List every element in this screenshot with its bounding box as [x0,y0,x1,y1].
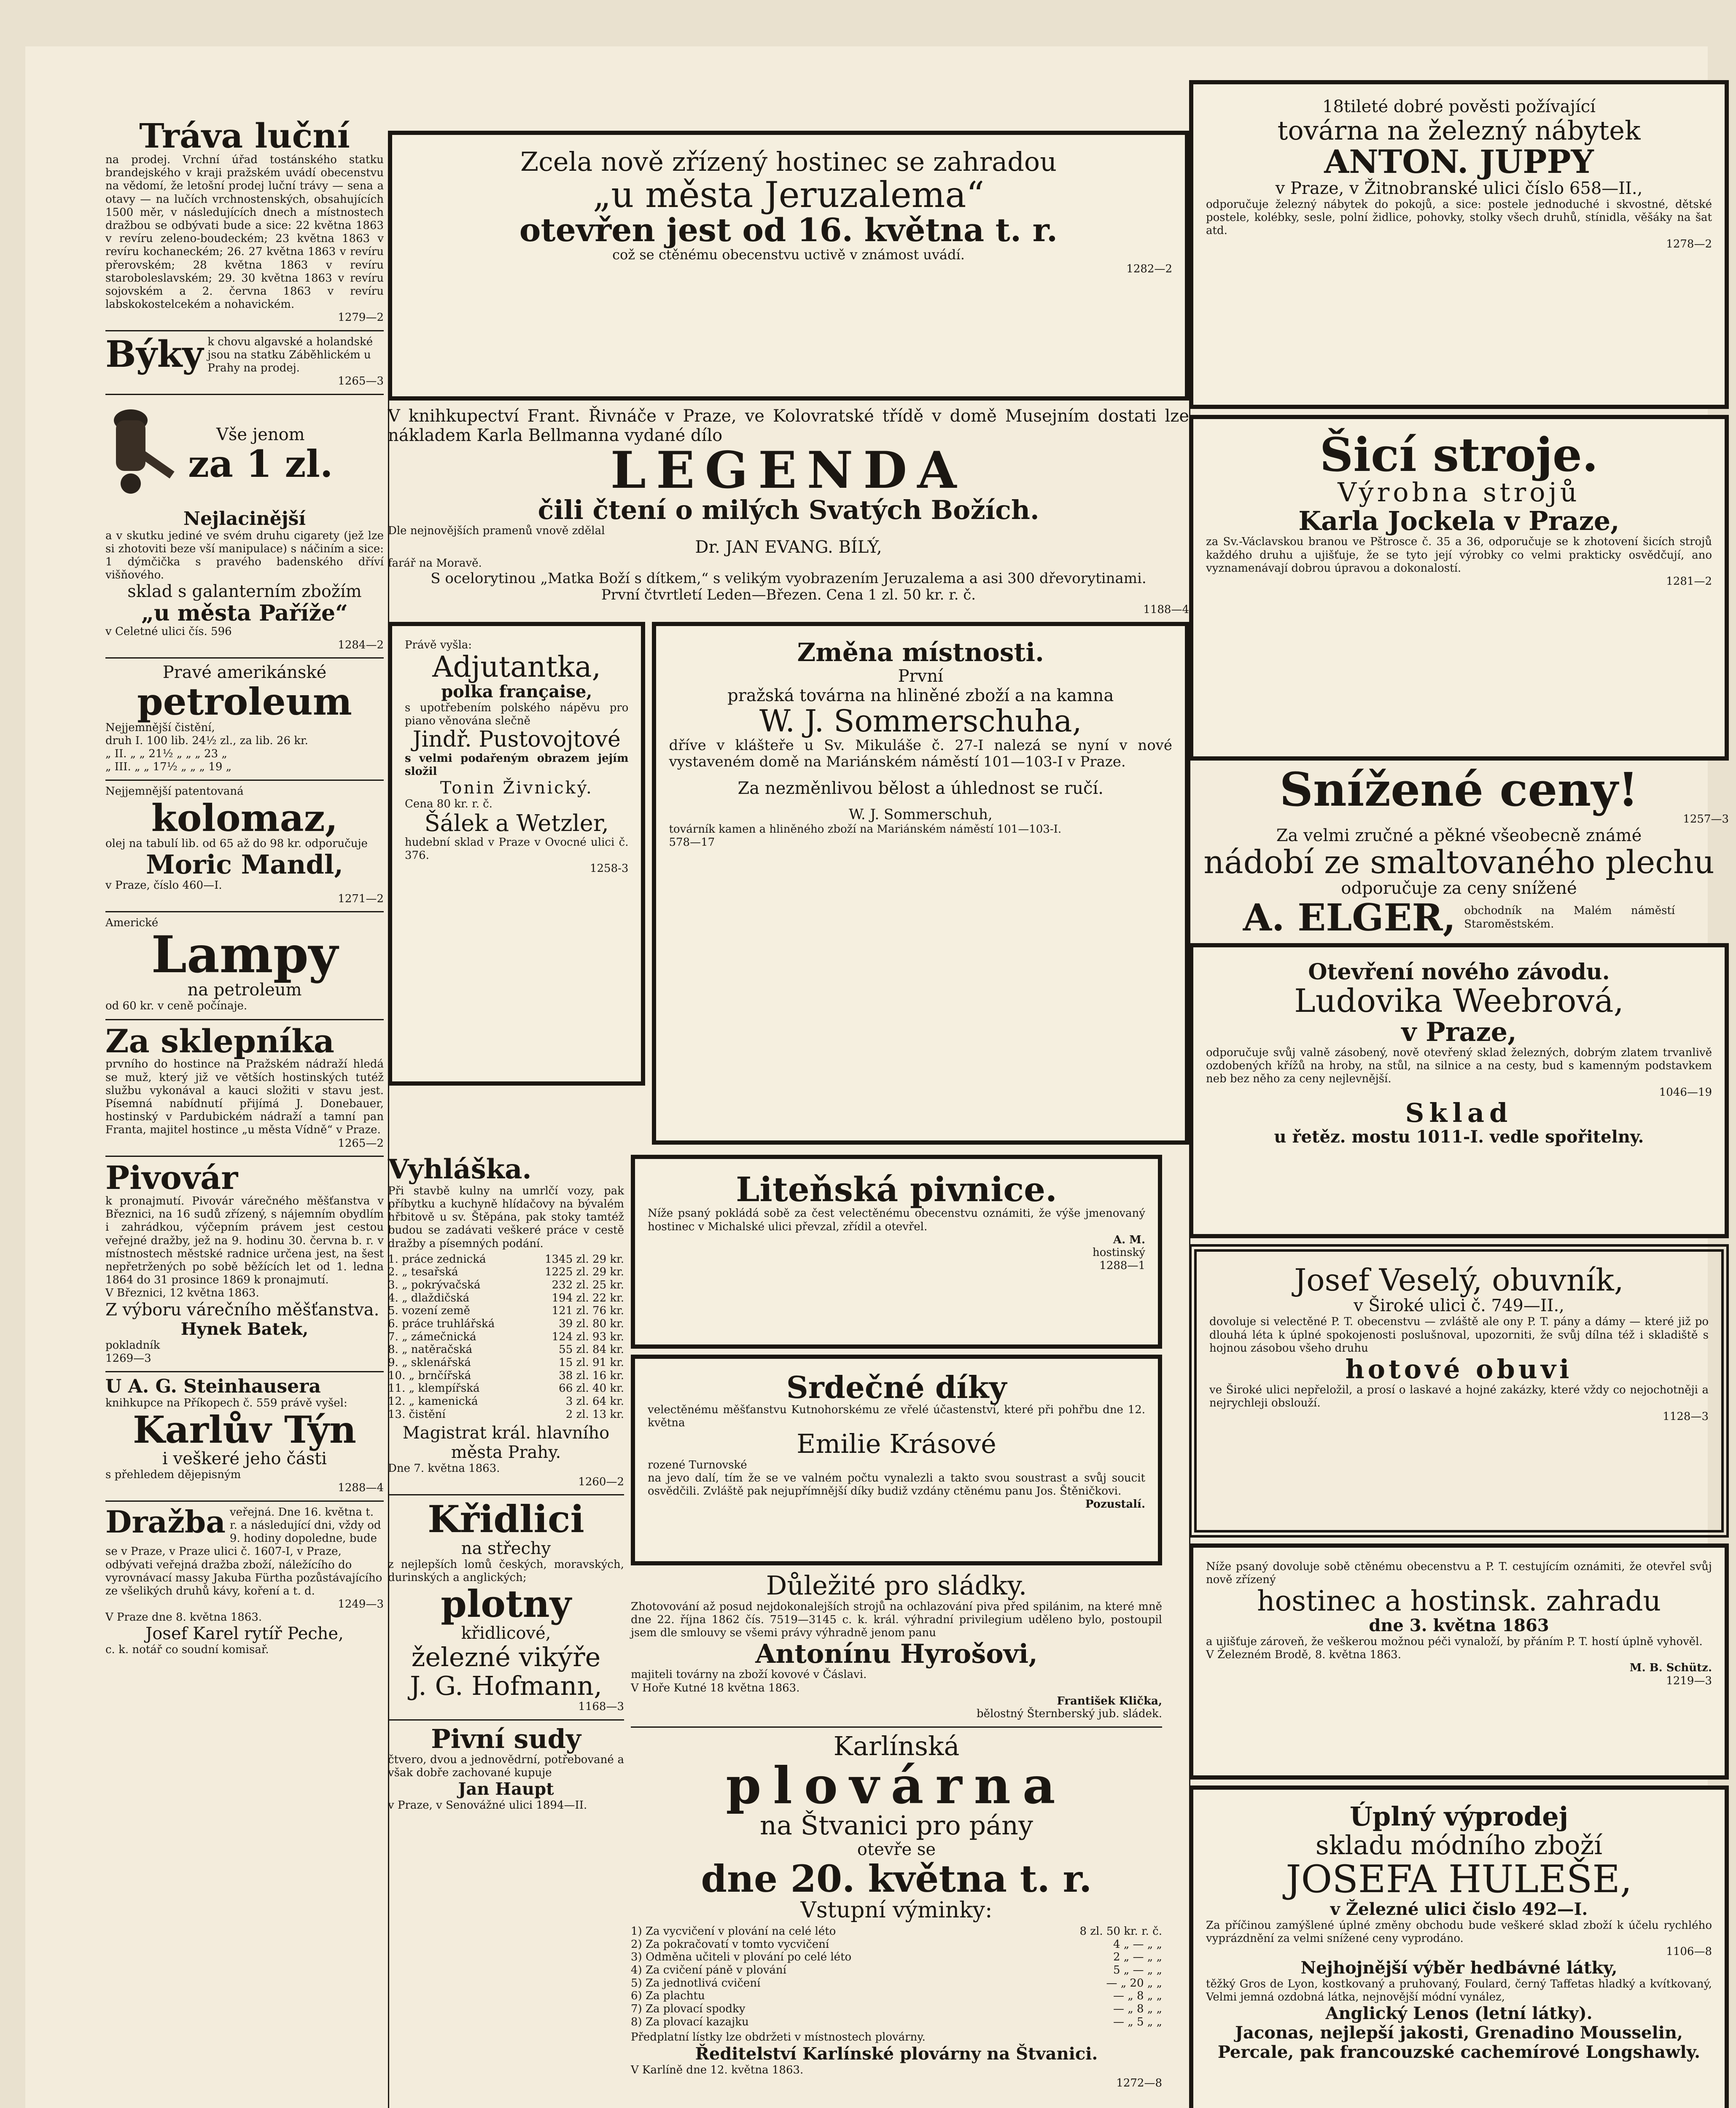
ad-name: JOSEFA HULEŠE, [1286,1857,1632,1902]
ad-title2: plotny [441,1582,571,1626]
ad-text: ve Široké ulici nepřeložil, a prosí o laskavé a hojné zakázky, které vždy co nejochotněji a nejrychleji obslouží. [1209,1384,1709,1410]
ad-sub: Nejjemnější čistění, [105,721,215,734]
ad-body: Zhotovování až posud nejdokonalejších strojů na ochlazování piva před spilánim, na které mně dne 22. října 1862 čís. 7519—3145 c. k. král. výhradní privilegium uděleno bylo, postoupil jsem dle smlouvy se všemi právy výhradně jenom panu [631,1600,1162,1639]
ad-pivovar [105,1161,384,1365]
ad-addr: v Široké ulici č. 749—II., [1354,1296,1564,1316]
row-value: — „ 8 „ „ [1113,2003,1162,2016]
ad-ref: 1278—2 [1666,237,1712,250]
ad-merchant [1189,895,1729,940]
price-list-row [388,1382,624,1395]
ad-role: c. k. notář co soudní komisař. [105,1643,269,1656]
ad-ref: 1282—2 [1126,262,1172,275]
price-list-row [388,1266,624,1279]
ad-note: s přehledem dějepisným [105,1468,241,1481]
ad-text: majiteli továrny na zboží kovové v Čáslavi. [631,1668,867,1681]
ad-ref: 1257—3 [1683,813,1729,825]
ad-sub: čili čtení o milých Svatých Božích. [538,495,1039,525]
ad-legenda [388,406,1189,616]
ad-place: V Praze dne 8. května 1863. [105,1611,262,1624]
ad-place: V Hoře Kutné 18 května 1863. [631,1681,800,1694]
ad-title: Pivovár [105,1159,238,1197]
ad-name: Karla Jockela v Praze, [1298,505,1620,537]
ad-jockel [1189,415,1729,761]
divider [105,780,384,781]
row-label: 3) Odměna učiteli v plování po celé léto [631,1951,852,1964]
ad-sub: na Štvanici pro pány [760,1810,1033,1841]
ad-ref: 1046—19 [1659,1086,1712,1099]
price-list-row [388,1369,624,1382]
ad-name: Moric Mandl, [146,849,343,880]
ad-sign: František Klička, [1057,1694,1162,1707]
row-value: 124 zl. 93 kr. [552,1330,624,1343]
ad-sklepnika [105,1024,384,1150]
row-label: 1) Za vycvičení v plování na celé léto [631,1925,836,1938]
ad-body: prvního do hostince na Pražském nádraží hledá se muž, který již ve větších hostinských tutéž službu vykonával a kauci složiti v stavu jest. Písemná nabídnutí přijímá J. Donebauer, hostinský v Pardubickém nádraží a tamní pan Franta, majitel hostince „u města Vídně“ v Praze. [105,1058,384,1137]
ad-text: dříve v klášteře u Sv. Mikuláše č. 27-I nalezá se nyní v nové vystaveném domě na Mariánském náměstí 101—103-I v Praze. [669,737,1172,771]
ad-body: pražská továrna na hliněné zboží a na kamna [727,686,1114,706]
ad-pivni [388,1725,624,1812]
ad-author: Dr. JAN EVANG. BÍLÝ, [695,538,882,557]
ad-srdecne [631,1355,1162,1565]
ad-title: Dražba [105,1503,226,1540]
ad-plovarna [631,1732,1162,2089]
ad-title2: hotové obuvi [1345,1354,1573,1385]
ad-role: továrník kamen a hliněného zboží na Mariánském náměstí 101—103-I. [669,823,1062,836]
ad-weebrova [1189,943,1729,1238]
ad-body: Při stavbě kulny na umrlčí vozy, pak příbytku a kuchyně hlídačovy na bývalém hřbitově u sv. Štěpána, pak stoky tamtéž budou se zadávati veškeré práce v cestě dražby a písemných podání. [388,1184,624,1250]
ad-ref: 1168—3 [578,1700,624,1713]
ad-jeruzalem [388,131,1189,401]
ad-sub: skladu módního zboží [1315,1830,1603,1861]
ad-head: 18tileté dobré pověsti požívající [1322,97,1596,116]
ad-sub: Výrobna strojů [1338,477,1580,508]
ad-note: Dle nejnovějších pramenů vnově zdělal [388,524,605,538]
ad-ref: 1219—3 [1666,1674,1712,1687]
ad-name: Ludovika Weebrová, [1294,982,1624,1020]
ad-body: dovoluje si velectěné P. T. obecenstvu — zvláště ale ony P. T. pány a dámy — které již po dlouhá léta k úplné spokojenosti poslušnoval, upozorniti, že svůj dílna též i skladiště s hojnou zásobou všeho druhu [1209,1315,1709,1355]
ad-title: Tráva luční [139,116,350,156]
ad-title: kolomaz, [151,796,338,840]
price-list-row [631,1951,1162,1964]
ad-title: LEGENDA [610,441,967,500]
divider [105,1500,384,1502]
ad-name: ANTON. JUPPY [1324,143,1594,181]
ad-ref: 578—17 [669,836,715,849]
ad-place: V Březnici, 12 května 1863. [105,1287,259,1300]
ad-items: těžký Gros de Lyon, kostkovaný a pruhovaný, Foulard, černý Taffetas hladký a kvítkovaný, Velmi jemná ozdobná látka, nejnovější módní vynález, [1206,1977,1712,2003]
ad-offer: Nejhojnější výběr hedbávné látky, [1300,1957,1618,1978]
ad-hulese [1189,1785,1729,2108]
row-label: 8) Za plovací kazajku [631,2015,749,2028]
ad-firm: J. G. Hofmann, [410,1670,602,1701]
ad-title: Úplný výprodej [1349,1801,1569,1832]
price-list-row [631,1977,1162,1990]
ad-sub2: křidlicové, [461,1623,551,1643]
ad-ref: 1288—4 [338,1482,384,1495]
ad-addr: u řetěz. mostu 1011-I. vedle spořitelny. [1274,1127,1644,1147]
row-value: 1345 zl. 29 kr. [545,1253,624,1266]
price-list-row [388,1253,624,1266]
ad-place: Dne 7. května 1863. [388,1462,500,1475]
ad-body: Za příčinou zamýšlené úplné změny obchodu bude veškeré sklad zboží k účelu rychlého vyprázdnění za velmi snížené ceny vyprodáno. [1206,1919,1712,1945]
row-label: 13. čistění [388,1408,446,1421]
ad-cond: Vstupní výminky: [800,1897,993,1923]
ad-body: za Sv.-Václavskou branou ve Pštrosce č. 35 a 36, odporučuje se k zhotovení šicích strojů každého druhu a ujišťuje, že se tyto její výrobky co velmi prakticky osvědčují, ano vyznamenávají dobrou úpravou a dokonalostí. [1206,535,1712,575]
ad-head: Americké [105,917,159,930]
ad-title: petroleum [137,680,352,724]
ad-ref: 1288—1 [1099,1259,1145,1272]
row-label: 11. „ klempířská [388,1382,480,1395]
row-label: 4. „ dlaždičská [388,1291,470,1304]
ad-sub: rozené Turnovské [648,1458,747,1471]
row-label: 7) Za plovací spodky [631,2003,746,2016]
ad-role: farář na Moravě. [388,557,482,570]
ad-text: na jevo dalí, tím že se ve valném počtu vynalezli a takto svou soustrast a svůj soucit osvědčili. Zvláště pak nejupřímnější díky budiž vzdány ctěnému panu Jos. Štěničkovi. [648,1471,1145,1498]
ad-sub: na střechy [461,1538,551,1558]
ad-line2: „u města Jeruzalema“ [592,174,985,216]
price-list-row [631,2003,1162,2016]
row-label: 6. práce truhlářská [388,1318,495,1331]
ad-ref: 1284—2 [338,638,384,651]
row-value: 194 zl. 22 kr. [552,1291,624,1304]
ad-body: z nejlepších lomů českých, moravských, durinských a anglických; [388,1558,624,1584]
ad-body: odporučuje železný nábytek do pokojů, a sice: postele jednoduché i skvostné, dětské postele, kolébky, sesle, polní židlice, pohovky, stolky všech druhů, stínidla, věšáky na šat atd. [1206,198,1712,237]
ad-head: Karlínská [833,1731,960,1762]
ad-head: Právě vyšla: [405,639,472,652]
ad-author: Tonin Živnický. [440,778,593,798]
ad-place: V Železném Brodě, 8. května 1863. [1206,1648,1401,1661]
ad-title2: Anglický Lenos (letní látky). [1325,2003,1593,2024]
row-label: 3. „ pokrývačská [388,1279,481,1292]
column-left [105,118,384,1662]
ad-tail: Jaconas, nejlepší jakosti, Grenadino Mousselin, Percale, pak francouzské cachemírové Longshawly. [1217,2023,1701,2062]
ad-head: Nejjemnější patentovaná [105,785,244,798]
ad-name: „u města Paříže“ [141,600,348,626]
ad-hostinec [1189,1543,1729,1780]
ad-office: Ředitelství Karlínské plovárny na Štvanici. [695,2043,1098,2064]
divider [105,911,384,912]
row-value: 39 zl. 80 kr. [559,1318,624,1331]
row-value: 232 zl. 25 kr. [552,1279,624,1292]
ad-firm: Šálek a Wetzler, [424,810,609,837]
ad-line1: Zcela nově zřízený hostinec se zahradou [520,146,1057,177]
price-list-row [631,1938,1162,1951]
row-value: — „ 20 „ „ [1106,1976,1162,1990]
ad-petroleum [105,663,384,774]
ad-addr: v Praze, číslo 460—I. [105,879,222,892]
divider [105,1371,384,1372]
ad-slogan: Za nezměnlivou bělost a úhlednost se ručí. [737,779,1104,799]
price-row: „ II. „ „ 21½ „ „ „ 23 „ [105,747,227,761]
row-label: 12. „ kamenická [388,1395,478,1408]
ad-addr: v Železné ulici čislo 492—I. [1330,1899,1588,1919]
ad-sign: Pozustalí. [1085,1498,1145,1511]
ad-title: Býky [105,333,204,376]
row-value: 5 „ — „ „ [1113,1964,1162,1977]
price-list-row [388,1395,624,1408]
row-value: 66 zl. 40 kr. [559,1382,624,1395]
price-list-row [388,1408,624,1421]
ad-name: Antonínu Hyrošovi, [755,1638,1038,1670]
ad-sommerschuh [652,622,1189,1145]
ad-title: Křidlici [428,1497,584,1541]
ad-name: W. J. Sommerschuha, [759,703,1082,739]
ad-title: hostinec a hostinsk. zahradu [1257,1585,1661,1618]
ad-ref: 1271—2 [338,892,384,905]
price-list [631,1925,1162,2028]
ad-date: dne 20. května t. r. [701,1857,1092,1901]
ad-head: Vše jenom [216,425,305,444]
row-value: 4 „ — „ „ [1113,1938,1162,1951]
ad-sign: W. J. Sommerschuh, [848,806,993,823]
ad-role: bělostný Šternberský jub. sládek. [976,1707,1162,1721]
row-value: 38 zl. 16 kr. [559,1369,624,1382]
row-label: 2) Za pokračovatí v tomto vycvičení [631,1938,829,1951]
ad-sub: polka française, [441,682,592,702]
ad-title: Šicí stroje. [1319,428,1599,482]
ad-title: Nejlacinější [183,508,306,530]
ad-title: Liteňská pivnice. [736,1170,1057,1210]
price-list-row [388,1356,624,1369]
ad-line4: což se ctěnému obecenstvu uctivě v známost uvádí. [612,247,965,263]
ad-title: Změna místnosti. [797,638,1044,668]
ad-title: Lampy [151,925,338,985]
price-list [388,1253,624,1421]
ad-ref: 1188—4 [1143,603,1189,616]
price-list-row [388,1331,624,1344]
ad-body: velectěnému měšťanstvu Kutnohorskému ze vřelé účastenství, které při pohřbu dne 12. května [648,1404,1145,1430]
ad-title: Pivní sudy [431,1723,581,1754]
row-value: 1225 zl. 29 kr. [545,1266,624,1279]
newspaper-page [25,46,1729,2108]
ad-addr: v Praze, v Senovážné ulici 1894—II. [388,1799,587,1812]
ad-body: olej na tabulí lib. od 65 až do 98 kr. odporučuje [105,837,368,850]
price-list-row [388,1304,624,1318]
ad-trava [105,118,384,324]
row-label: 7. „ zámečnická [388,1330,476,1343]
ad-open: otevře se [857,1840,936,1860]
ad-ref: 1272—8 [1116,2076,1162,2089]
ad-body: k chovu algavské a holandské jsou na statku Záběhlickém u Prahy na prodej. [207,335,373,375]
ad-place: V Karlíně dne 12. května 1863. [631,2063,804,2076]
ad-ref: 1260—2 [578,1475,624,1488]
row-value: 2 zl. 13 kr. [565,1408,624,1421]
divider [388,1719,624,1721]
ad-title: Adjutantka, [432,650,601,684]
column-middle [388,80,1189,2095]
ad-snizene [1189,762,1729,940]
ad-vyhlaska [388,1155,624,1488]
ad-body: Za velmi zručné a pěkné všeobecně známé [1276,825,1642,845]
price-list-row [388,1343,624,1356]
row-value: 2 „ — „ „ [1113,1951,1162,1964]
ad-sklad: Sklad [1405,1097,1513,1129]
ad-role: hostinský [1092,1246,1145,1259]
row-value: 121 zl. 76 kr. [552,1304,624,1318]
ad-ref: 1269—3 [105,1352,151,1365]
ad-shop: hudební sklad v Praze v Ovocné ulici č. 376. [405,836,629,862]
row-label: 1. práce zednická [388,1253,486,1266]
ad-krydlici [388,1497,624,1713]
row-label: 4) Za cvičení páně v plování [631,1964,786,1977]
ad-ref: 1128—3 [1663,1410,1709,1423]
ad-title: U A. G. Steinhausera [105,1375,321,1397]
middle-left-stack [388,1155,624,2095]
ad-name: Jindř. Pustovojtové [412,727,621,753]
ad-sub: na petroleum [187,980,302,1000]
price-list-row [631,2016,1162,2029]
ad-litenska [631,1155,1162,1349]
divider [105,394,384,395]
ad-price: za 1 zl. [188,441,333,486]
row-value: — „ 5 „ „ [1113,2015,1162,2028]
ad-price: První čtvrtletí Leden—Březen. Cena 1 zl. 50 kr. r. č. [601,586,976,603]
row-label: 2. „ tesařská [388,1266,458,1279]
ad-title: Vyhláška. [388,1153,532,1186]
ad-juppy [1189,80,1729,409]
row-label: 5. vození země [388,1304,470,1318]
ad-ref: 1106—8 [1666,1945,1712,1958]
row-label: 6) Za plachtu [631,1990,705,2003]
ad-body: Níže psaný pokládá sobě za čest velectěnému obecenstvu oznámiti, že výše jmenovaný hostinec v Michalské ulici převzal, zřídil a otevřel. [648,1207,1145,1233]
ad-price: Cena 80 kr. r. č. [405,797,493,810]
ad-sub: i veškeré jeho části [162,1449,327,1468]
ad-body: čtvero, dvou a jednovědrní, potřebované a však dobře zachované kupuje [388,1753,624,1779]
ad-title: Za sklepníka [105,1022,335,1060]
row-value: 8 zl. 50 kr. r. č. [1079,1925,1162,1938]
ad-body: s upotřebením polského nápěvu pro piano věnována slečně [405,702,629,728]
ad-note: odporučuje za ceny snížené [1341,879,1577,898]
divider [631,1726,1162,1728]
ad-extra: S ocelorytinou „Matka Boží s dítkem,“ s velikým vyobrazením Jeruzalema a asi 300 dřevorytinami. [431,570,1147,587]
ad-vesely [1189,1244,1729,1538]
ad-intro: V knihkupectví Frant. Řivnáče v Praze, ve Kolovratské třídě v domě Musejním dostati lze nákladem Karla Bellmanna vydané dílo [388,406,1189,445]
ad-body: veřejná. Dne 16. května t. r. a následující dni, vždy od 9. hodiny dopoledne, bude se v Praze, v Praze ulici č. 1607-I, v Praze, odbývati veřejná dražba zboží, náležícího do vyrovnávací massy Jakuba Fürtha pozůstávajícího ze všelikých druhů kávy, koření a t. d. [105,1506,382,1597]
middle-right-stack [631,1155,1162,2095]
column-right [1189,80,1729,2108]
ad-body: odporučuje svůj valně zásobený, nově otevřený sklad železných, dobrým zlatem trvanlivě ozdobených křížů na hroby, na stůl, na silnice a na cesty, bud s kamenným podstavkem neb bez něho za ceny nejlevnější. [1206,1046,1712,1086]
ad-book: Karlův Týn [133,1407,356,1452]
ad-sign: Z výboru várečního měšťanstva. [105,1300,379,1320]
ad-note: od 60 kr. v ceně počínaje. [105,1000,248,1013]
ad-title2: nádobí ze smaltovaného plechu [1203,843,1714,881]
ad-title: Josef Veselý, obuvník, [1294,1262,1624,1298]
ad-fajky [105,399,384,651]
divider [105,1019,384,1020]
row-label: 10. „ brnčířská [388,1369,471,1382]
ad-ref: 1265—2 [338,1137,384,1150]
divider [105,657,384,659]
price-list-row [388,1292,624,1305]
divider [105,1156,384,1157]
middle-row-1 [388,622,1189,1151]
price-list-row [388,1318,624,1331]
ad-sign: A. M. [1113,1233,1145,1246]
ad-city: v Praze, [1401,1016,1517,1047]
ad-body: na prodej. Vrchní úřad tostánského statku brandejského v kraji pražském uvádí obecenstvu na vědomí, že letošní prodej luční trávy — sena a otavy — na lučích vrchnostenských, obsahujících 1500 měr, v následujících dnech a místnostech dražbou se odbývati bude a sice: 22 května 1863 v revíru zeleno-boudeckém; 23 května 1863 v revíru kochaneckém; 26. 27 května 1863 v revíru přerovském; 28 května 1863 v revíru staroboleslavském; 29. 30 května 1863 v revíru sojovském a 2. června 1863 v revíru labskokostelcekém a nohavickém. [105,153,384,311]
ad-ref: 1249—3 [338,1598,384,1611]
row-value: 3 zl. 64 kr. [565,1395,624,1408]
ad-title: plovárna [726,1756,1067,1816]
ad-kolomaz [105,785,384,905]
ad-ref: 1281—2 [1666,575,1712,588]
ad-lampy [105,917,384,1013]
row-value: 15 zl. 91 kr. [559,1356,624,1369]
ad-adjutantka [388,622,645,1086]
ad-addr: v Praze, v Žitnobranské ulici číslo 658—II., [1275,178,1643,198]
row-label: 9. „ sklenářská [388,1356,471,1369]
ad-title: Srdečné díky [786,1369,1007,1406]
ad-shop: sklad s galanterním zbožím [127,582,362,602]
ad-name: Jan Haupt [458,1779,554,1799]
ad-title: Snížené ceny! [1279,762,1639,817]
ad-drazba [105,1503,384,1656]
ad-byky [105,333,384,388]
ad-ref: 1258-3 [589,862,629,875]
ad-name: Hynek Batek, [180,1319,309,1339]
ad-name: Josef Karel rytíř Peche, [145,1624,344,1643]
ad-body: Níže psaný dovoluje sobě ctěnému obecenstvu a P. T. cestujícím oznámiti, že otevřel svůj nově zřízený [1206,1560,1712,1586]
row-label: 5) Za jednotlivá cvičení [631,1976,761,1990]
ad-sign: M. B. Schütz. [1629,1661,1712,1674]
ad-addr: obchodník na Malém náměstí Staroměstském. [1464,904,1675,930]
ad-line3: otevřen jest od 16. května t. r. [519,211,1058,249]
ad-date: dne 3. května 1863 [1369,1615,1549,1635]
ad-head: První [898,667,943,686]
ad-name: A. ELGER, [1243,895,1456,940]
ad-head: Pravé amerikánské [162,663,327,683]
ad-title: továrna na železný nábytek [1277,115,1641,146]
ad-title: Otevření nového závodu. [1308,959,1610,985]
ad-role: pokladník [105,1339,160,1352]
price-list-row [388,1279,624,1292]
ad-text: a ujišťuje zároveň, že veškerou možnou péči vynaloží, by přáním P. T. hostí úplně vyhověl. [1206,1635,1703,1648]
ad-note: Předplatní lístky lze obdržeti v místnostech plovárny. [631,2031,926,2044]
ad-title3: železné vikýře [411,1641,601,1672]
row-value: 55 zl. 84 kr. [559,1343,624,1356]
ad-steinhausera [105,1377,384,1495]
ad-ref: 1279—2 [338,311,384,324]
ad-name: Emilie Krásové [797,1428,996,1460]
divider [105,330,384,331]
middle-row-2 [388,1155,1189,2095]
row-value: — „ 8 „ „ [1113,1990,1162,2003]
ad-sladky [631,1571,1162,1721]
ad-body: k pronajmutí. Pivovár várečného měšťanstva v Březnici, na 16 sudů zřízený, s nájemním obydlím i zahrádkou, výčepním právem jest cestou veřejné dražby, jež na 9. hodinu 30. června b. r. v místnostech městské radnice určena jest, na šest nepřetržených po sobě běžících let od 1. ledna 1864 do 31 prosince 1869 k pronajmutí. [105,1195,384,1287]
price-list-row [631,1990,1162,2003]
ad-body: a v skutku jediné ve svém druhu cigarety (jež lze si zhotoviti beze vší manipulace) s náčiním a sice: 1 dýmčička s pravého badenského dříví višňového. [105,529,384,582]
price-row: druh I. 100 lib. 24½ zl., za lib. 26 kr. [105,734,308,747]
ad-addr: v Celetné ulici čís. 596 [105,625,232,638]
ad-title: Důležité pro sládky. [766,1570,1027,1601]
row-label: 8. „ natěračská [388,1343,472,1356]
ad-ref: 1265—3 [338,375,384,388]
ad-body: knihkupce na Příkopech č. 559 právě vyšel: [105,1397,347,1410]
price-list-row [631,1964,1162,1977]
ad-by: s velmi podařeným obrazem jejím složil [405,752,629,778]
ad-office: Magistrat král. hlavního města Prahy. [402,1423,610,1463]
pipe-icon [105,399,181,509]
divider [388,1494,624,1495]
price-row: „ III. „ „ 17½ „ „ „ 19 „ [105,761,232,774]
price-list-row [631,1925,1162,1938]
